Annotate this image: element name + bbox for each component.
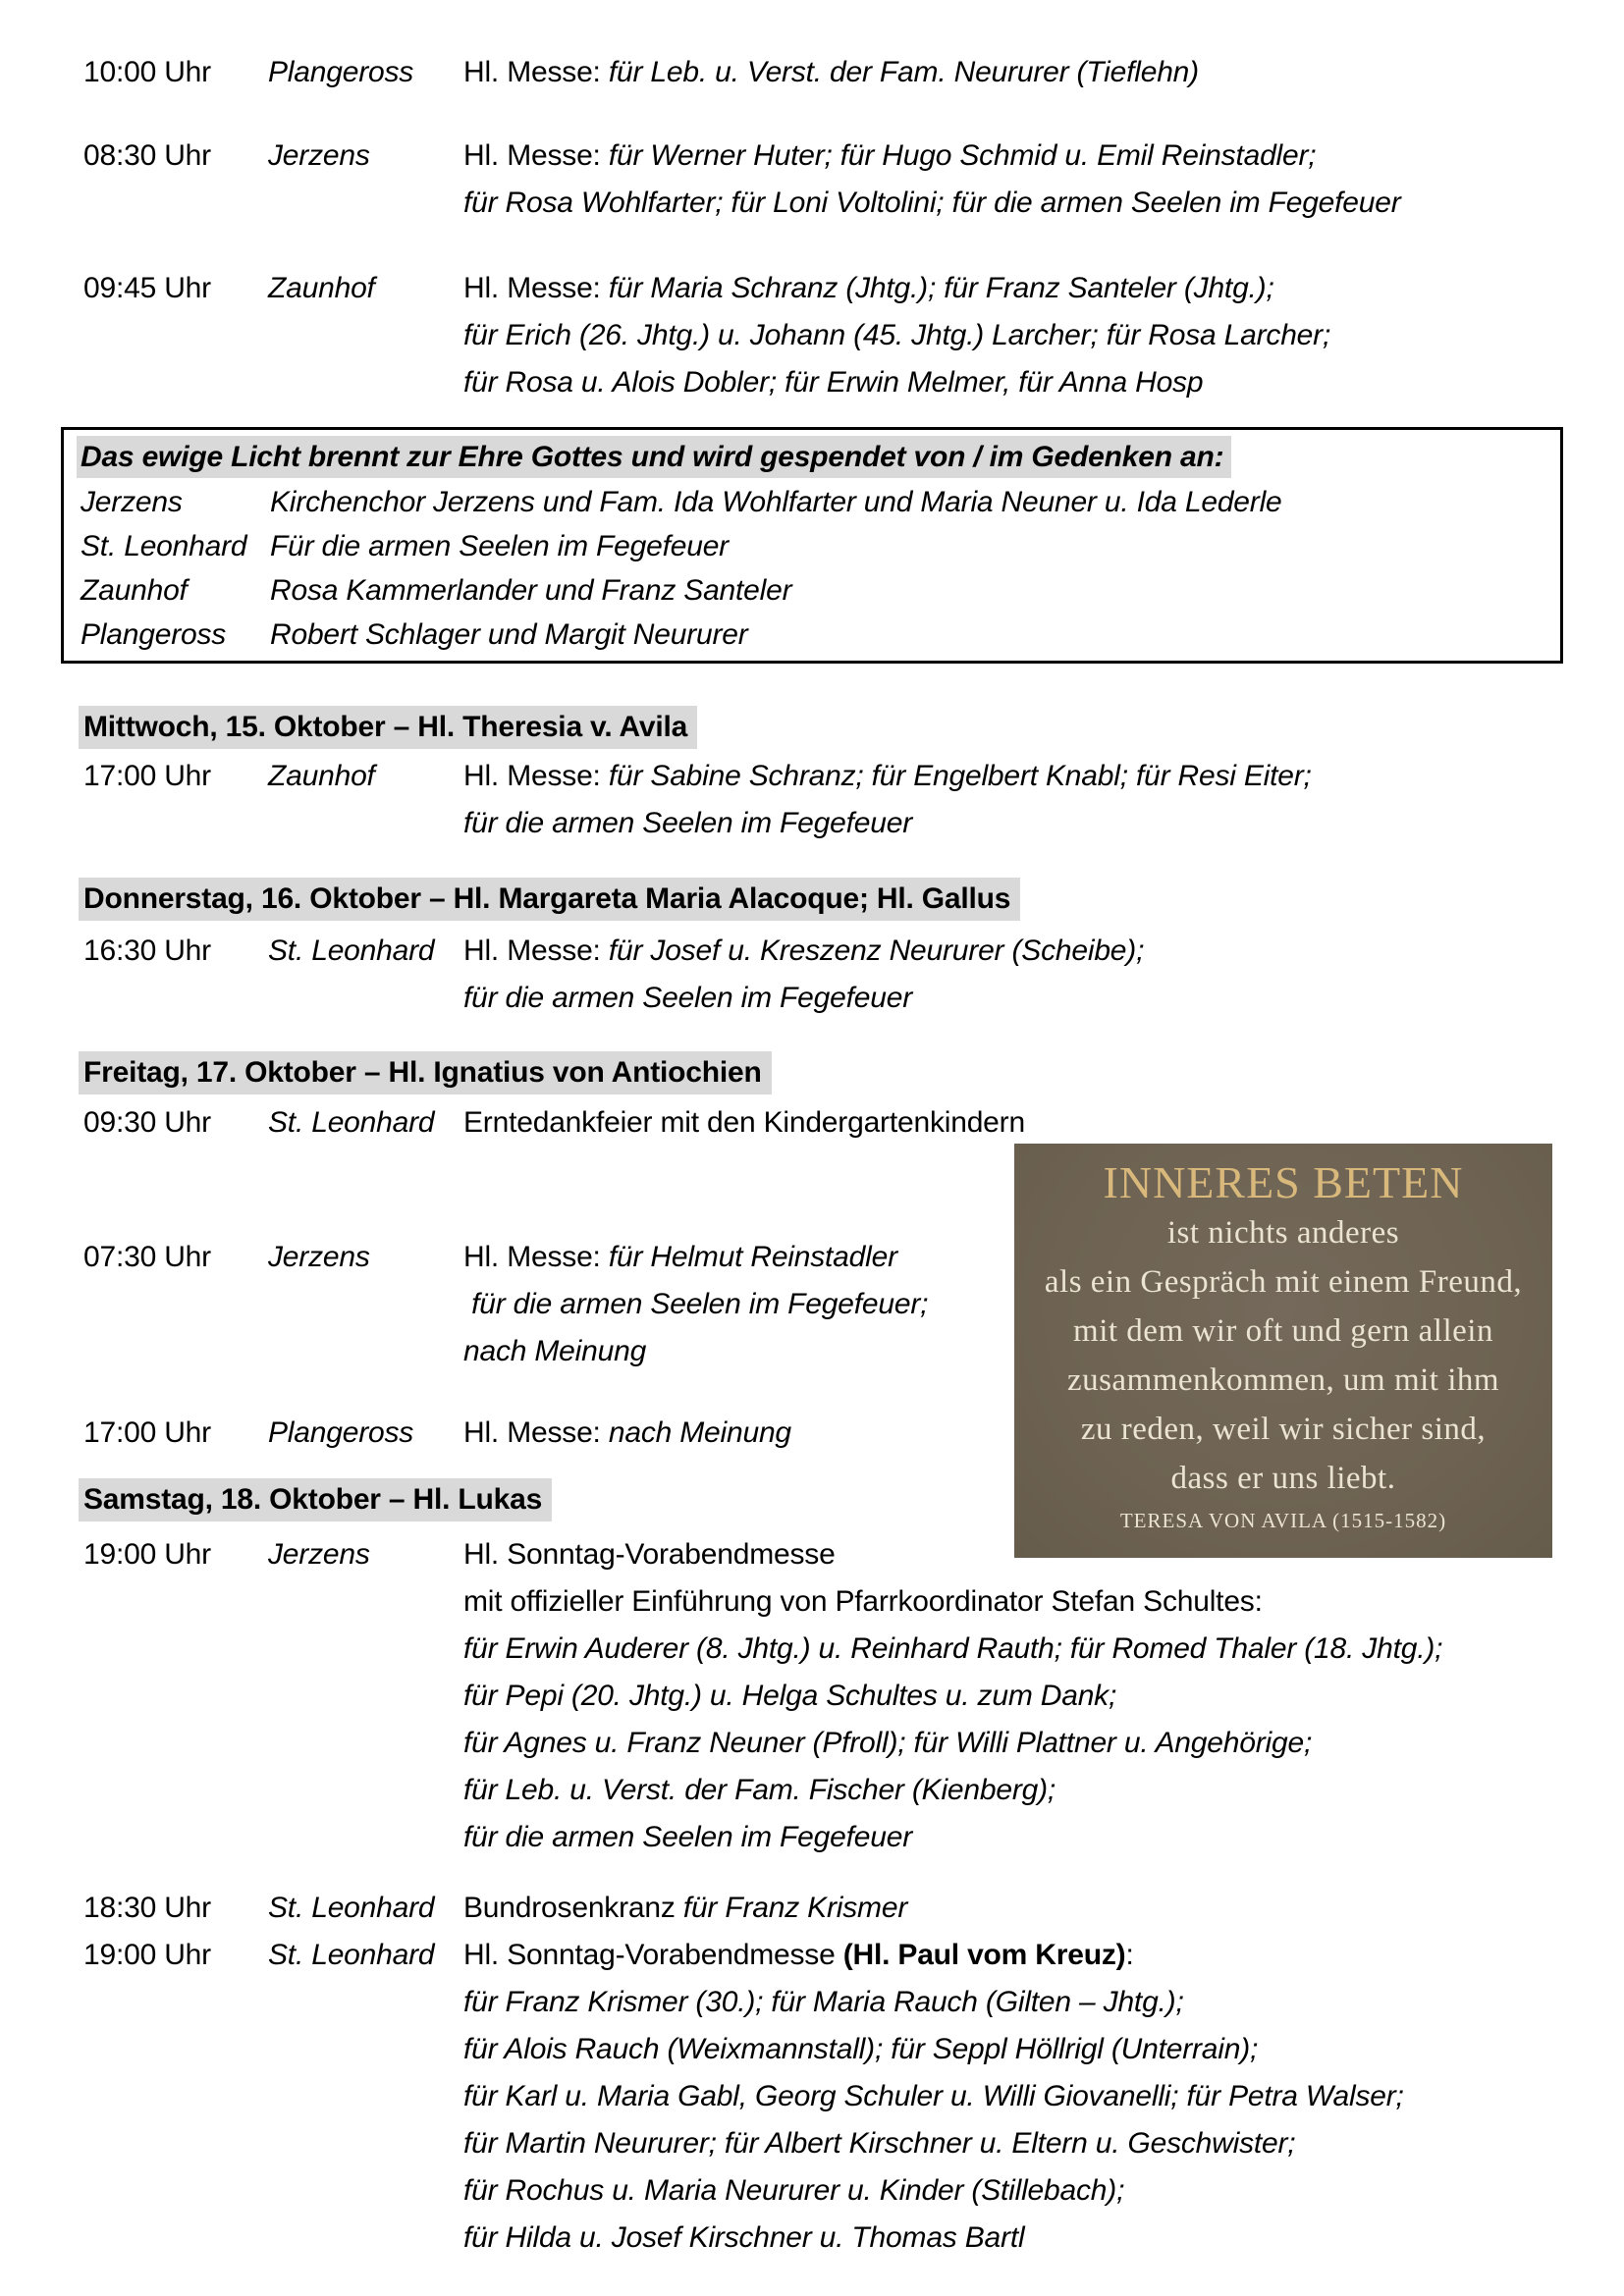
schedule-entry xyxy=(83,49,1555,96)
text-segment: für Pepi (20. Jhtg.) u. Helga Schultes u. zum Dank; xyxy=(463,1680,1117,1712)
description-line xyxy=(463,265,1555,312)
eternal-light-row xyxy=(81,480,1546,524)
text-segment: für Rochus u. Maria Neururer u. Kinder (Stillebach); xyxy=(463,2174,1125,2207)
entry-location: St. Leonhard xyxy=(268,1892,435,1924)
quote-image xyxy=(1014,1144,1552,1558)
description-line xyxy=(463,180,1555,227)
text-segment: für Erwin Auderer (8. Jhtg.) u. Reinhard Rauth; für Romed Thaler (18. Jhtg.); xyxy=(463,1632,1443,1665)
entry-description xyxy=(463,1531,1555,1861)
text-segment: Hl. Messe: xyxy=(463,139,609,172)
text-segment: für die armen Seelen im Fegefeuer; xyxy=(463,1288,929,1320)
entry-time: 16:30 Uhr xyxy=(83,934,211,967)
description-line xyxy=(463,1626,1555,1673)
quote-line: als ein Gespräch mit einem Freund, xyxy=(1044,1264,1523,1300)
description-line xyxy=(463,312,1555,359)
text-segment: für Martin Neururer; für Albert Kirschner u. Eltern u. Geschwister; xyxy=(463,2127,1296,2160)
description-line xyxy=(463,1673,1555,1720)
entry-time: 09:45 Uhr xyxy=(83,272,211,304)
text-segment: für Hilda u. Josef Kirschner u. Thomas Bartl xyxy=(463,2221,1025,2254)
text-segment: : xyxy=(1125,1939,1134,1971)
entry-description xyxy=(463,753,1555,847)
eternal-light-location: Zaunhof xyxy=(81,574,188,607)
text-segment: für Leb. u. Verst. der Fam. Fischer (Kienberg); xyxy=(463,1774,1056,1806)
description-line xyxy=(463,133,1555,180)
eternal-light-donor: Robert Schlager und Margit Neururer xyxy=(270,618,748,651)
quote-author: TERESA VON AVILA (1515-1582) xyxy=(1119,1509,1447,1532)
text-segment: Bundrosenkranz xyxy=(463,1892,683,1924)
description-line xyxy=(463,2073,1555,2120)
text-segment: für Leb. u. Verst. der Fam. Neururer (Tieflehn) xyxy=(608,56,1199,88)
text-segment: für Erich (26. Jhtg.) u. Johann (45. Jhtg.) Larcher; für Rosa Larcher; xyxy=(463,319,1331,351)
entry-location: Plangeross xyxy=(268,56,414,88)
day-header-label: Donnerstag, 16. Oktober – Hl. Margareta Maria Alacoque; Hl. Gallus xyxy=(79,878,1020,921)
schedule-entry xyxy=(83,1099,1555,1147)
description-line xyxy=(463,1814,1555,1861)
text-segment: Hl. Sonntag-Vorabendmesse xyxy=(463,1538,836,1571)
text-segment: Hl. Messe: xyxy=(463,760,609,792)
schedule-entry xyxy=(83,1531,1555,1861)
entry-description xyxy=(463,49,1555,96)
eternal-light-header-highlight xyxy=(77,436,1231,478)
entry-time: 18:30 Uhr xyxy=(83,1892,211,1924)
day-header-label: Freitag, 17. Oktober – Hl. Ignatius von Antiochien xyxy=(79,1051,772,1095)
schedule-entry xyxy=(83,133,1555,227)
entry-location: St. Leonhard xyxy=(268,1939,435,1971)
entry-time: 19:00 Uhr xyxy=(83,1939,211,1971)
eternal-light-donor: Kirchenchor Jerzens und Fam. Ida Wohlfarter und Maria Neuner u. Ida Lederle xyxy=(270,486,1282,518)
eternal-light-donor: Rosa Kammerlander und Franz Santeler xyxy=(270,574,792,607)
description-line xyxy=(463,359,1555,406)
eternal-light-donor: Für die armen Seelen im Fegefeuer xyxy=(270,530,729,562)
quote-title: INNERES BETEN xyxy=(1103,1157,1464,1207)
text-segment: nach Meinung xyxy=(608,1416,791,1449)
text-segment: Das ewige Licht brennt zur Ehre Gottes und wird gespendet von / im Gedenken an: xyxy=(81,441,1224,473)
eternal-light-row xyxy=(81,568,1546,613)
text-segment: für Werner Huter; für Hugo Schmid u. Emil Reinstadler; xyxy=(608,139,1317,172)
entry-location: St. Leonhard xyxy=(268,1106,435,1139)
text-segment: für Josef u. Kreszenz Neururer (Scheibe); xyxy=(608,934,1145,967)
entry-location: St. Leonhard xyxy=(268,934,435,967)
schedule-entry xyxy=(83,1885,1555,1932)
text-segment: Hl. Messe: xyxy=(463,934,609,967)
description-line xyxy=(463,753,1555,800)
entry-time: 10:00 Uhr xyxy=(83,56,211,88)
eternal-light-location: St. Leonhard xyxy=(81,530,247,562)
text-segment: für die armen Seelen im Fegefeuer xyxy=(463,807,912,839)
description-line xyxy=(463,1099,1555,1147)
schedule-entry xyxy=(83,265,1555,406)
description-line xyxy=(463,2167,1555,2215)
text-segment: für Agnes u. Franz Neuner (Pfroll); für Willi Plattner u. Angehörige; xyxy=(463,1727,1313,1759)
eternal-light-box xyxy=(61,427,1563,664)
text-segment: nach Meinung xyxy=(463,1335,647,1367)
entry-time: 19:00 Uhr xyxy=(83,1538,211,1571)
entry-location: Plangeross xyxy=(268,1416,414,1449)
description-line xyxy=(463,2215,1555,2262)
quote-line: zusammenkommen, um mit ihm xyxy=(1066,1362,1500,1398)
text-segment: für Sabine Schranz; für Engelbert Knabl; für Resi Eiter; xyxy=(608,760,1312,792)
text-segment: Hl. Messe: xyxy=(463,1416,609,1449)
text-segment: Hl. Messe: xyxy=(463,1241,609,1273)
text-segment: für Maria Schranz (Jhtg.); für Franz Santeler (Jhtg.); xyxy=(608,272,1274,304)
text-segment: für die armen Seelen im Fegefeuer xyxy=(463,982,912,1014)
eternal-light-row xyxy=(81,524,1546,568)
description-line xyxy=(463,800,1555,847)
description-line xyxy=(463,1885,1555,1932)
description-line xyxy=(463,49,1555,96)
text-segment: (Hl. Paul vom Kreuz) xyxy=(842,1939,1126,1971)
description-line xyxy=(463,2026,1555,2073)
text-segment: für Helmut Reinstadler xyxy=(608,1241,897,1273)
entry-time: 07:30 Uhr xyxy=(83,1241,211,1273)
entry-description xyxy=(463,133,1555,227)
entry-time: 09:30 Uhr xyxy=(83,1106,211,1139)
day-header-row xyxy=(83,704,1555,751)
text-segment: Hl. Messe: xyxy=(463,272,609,304)
text-segment: Erntedankfeier mit den Kindergartenkindern xyxy=(463,1106,1025,1139)
text-segment: für Franz Krismer xyxy=(682,1892,908,1924)
text-segment: für Rosa Wohlfarter; für Loni Voltolini; für die armen Seelen im Fegefeuer xyxy=(463,187,1401,219)
schedule-entry xyxy=(83,1932,1555,2262)
day-header-row xyxy=(83,1049,1555,1096)
text-segment: für Rosa u. Alois Dobler; für Erwin Melmer, für Anna Hosp xyxy=(463,366,1204,399)
entry-location: Jerzens xyxy=(268,1538,370,1571)
entry-time: 08:30 Uhr xyxy=(83,139,211,172)
entry-location: Zaunhof xyxy=(268,272,375,304)
text-segment: für Alois Rauch (Weixmannstall); für Seppl Höllrigl (Unterrain); xyxy=(463,2033,1259,2065)
entry-location: Jerzens xyxy=(268,139,370,172)
entry-time: 17:00 Uhr xyxy=(83,760,211,792)
text-segment: Hl. Messe: xyxy=(463,56,609,88)
eternal-light-location: Jerzens xyxy=(81,486,183,518)
entry-description xyxy=(463,928,1555,1022)
text-segment: Hl. Sonntag-Vorabendmesse xyxy=(463,1939,843,1971)
schedule-entry xyxy=(83,928,1555,1022)
quote-line: zu reden, weil wir sicher sind, xyxy=(1080,1412,1487,1447)
description-line xyxy=(463,1932,1555,1979)
description-line xyxy=(463,2120,1555,2167)
eternal-light-header xyxy=(81,435,1546,479)
entry-description xyxy=(463,1099,1555,1147)
text-segment: für Franz Krismer (30.); für Maria Rauch (Gilten – Jhtg.); xyxy=(463,1986,1184,2018)
entry-description xyxy=(463,265,1555,406)
day-header-label: Samstag, 18. Oktober – Hl. Lukas xyxy=(79,1478,552,1522)
eternal-light-row xyxy=(81,613,1546,657)
description-line xyxy=(463,928,1555,975)
quote-line: mit dem wir oft und gern allein xyxy=(1073,1313,1493,1349)
entry-location: Jerzens xyxy=(268,1241,370,1273)
description-line xyxy=(463,1979,1555,2026)
description-line xyxy=(463,1767,1555,1814)
day-header-label: Mittwoch, 15. Oktober – Hl. Theresia v. Avila xyxy=(79,706,697,749)
entry-time: 17:00 Uhr xyxy=(83,1416,211,1449)
description-line xyxy=(463,975,1555,1022)
quote-line: dass er uns liebt. xyxy=(1170,1461,1396,1496)
description-line xyxy=(463,1578,1555,1626)
quote-line: ist nichts anderes xyxy=(1166,1215,1400,1251)
text-segment: mit offizieller Einführung von Pfarrkoordinator Stefan Schultes: xyxy=(463,1585,1263,1618)
schedule-entry xyxy=(83,753,1555,847)
description-line xyxy=(463,1720,1555,1767)
text-segment: für Karl u. Maria Gabl, Georg Schuler u. Willi Giovanelli; für Petra Walser; xyxy=(463,2080,1404,2112)
day-header-row xyxy=(83,876,1555,923)
entry-description xyxy=(463,1885,1555,1932)
entry-description xyxy=(463,1932,1555,2262)
eternal-light-location: Plangeross xyxy=(81,618,227,651)
entry-location: Zaunhof xyxy=(268,760,375,792)
text-segment: für die armen Seelen im Fegefeuer xyxy=(463,1821,912,1853)
